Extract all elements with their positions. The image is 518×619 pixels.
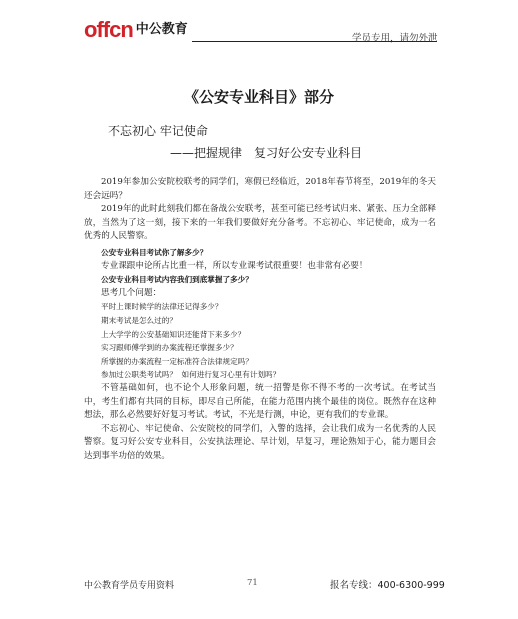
paragraph: 2019年参加公安院校联考的同学们，寒假已经临近，2018年春节将至，2019年的冬天还会远吗？ (84, 177, 436, 201)
list-item: 实习跟师傅学到的办案流程还掌握多少？ (101, 343, 238, 353)
hotline: 报名专线：400-6300-999 (330, 580, 445, 591)
list-item: 平时上课时候学的法律还记得多少？ (101, 302, 223, 312)
footer-label: 中公教育学员专用资料 (84, 581, 175, 591)
list-item: 所掌握的办案流程一定标准符合法律规定吗？ (101, 356, 253, 366)
list-item: 期末考试是怎么过的？ (101, 315, 177, 325)
page-number: 71 (247, 578, 258, 588)
motto-line-1: 不忘初心 牢记使命 (108, 124, 208, 138)
offcn-logo (84, 18, 188, 42)
logo-text: 中公教育 (135, 22, 188, 37)
question-heading: 公安专业科目考试内容我们到底掌握了多少？ (101, 275, 253, 285)
list-item: 上大学学的公安基础知识还能背下来多少？ (101, 329, 246, 339)
think-intro: 思考几个问题： (101, 287, 162, 298)
page-header (0, 0, 518, 52)
header-tag: 学员专用，请勿外泄 (352, 33, 438, 44)
paragraph: 2019年的此时此刻我们都在备战公安联考，甚至可能已经考试归来、紧张、压力全部释放，当然为了这一刻，接下来的一年我们要做好充分备考。不忘初心、牢记使命，成为一名优秀的人民警察。 (84, 204, 436, 242)
answer-text: 专业课跟申论所占比重一样，所以专业课考试很重要！也非常有必要！ (101, 260, 368, 271)
page-title: 《公安专业科目》部分 (183, 88, 334, 106)
list-item: 参加过公职类考试吗？ 如何进行复习心里有计划吗？ (101, 370, 281, 380)
paragraph: 不管基础如何，也不论个人形象问题，统一招警是你不得不考的一次考试。在考试当中，考生们都有共同的目标，即尽自己所能，在能力范围内挑个最佳的岗位。既然存在这种想法，那么必然要好好复习考试。考试，不光是行测，申论，更有我们的专业课。 (84, 382, 436, 421)
question-heading: 公安专业科目考试你了解多少？ (101, 247, 208, 257)
paragraph: 不忘初心、牢记使命、公安院校的同学们，入警的选择，会让我们成为一名优秀的人民警察。复习好公安专业科目，公安执法理论、早计划，早复习，理论熟知于心，能力题目会达到事半功倍的效果。 (84, 423, 436, 461)
logo-mark: offcn (84, 17, 133, 42)
body-text (84, 176, 436, 463)
motto-line-2: ——把握规律 复习好公安专业科目 (170, 146, 363, 160)
